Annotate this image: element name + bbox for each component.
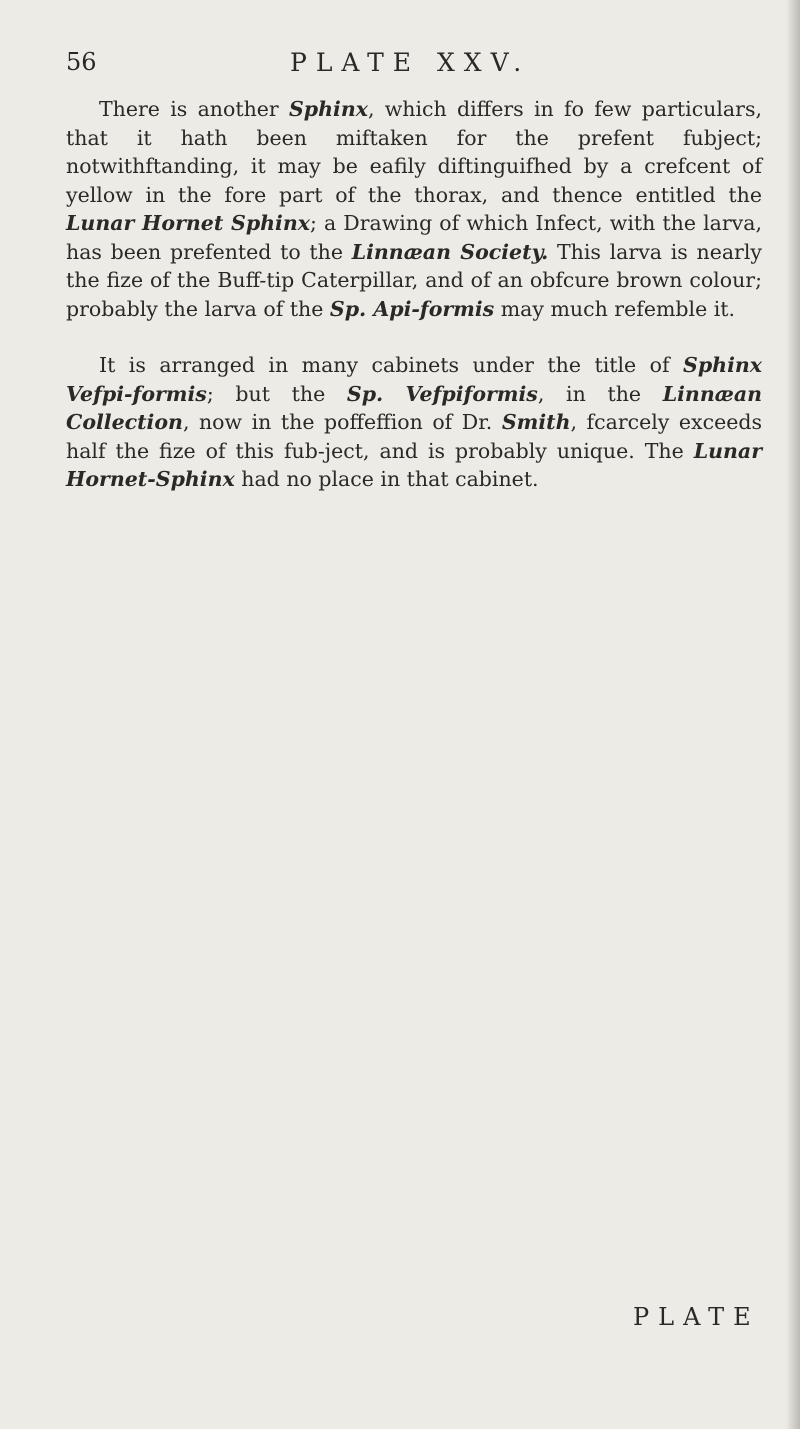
running-head: PLATE XXV. xyxy=(290,48,531,77)
italic-term: Lunar Hornet-Sphinx xyxy=(66,438,762,491)
italic-term: Sphinx xyxy=(288,97,368,121)
page-header xyxy=(66,48,766,88)
catchword: PLATE xyxy=(633,1303,760,1331)
italic-term: Sp. Vefpiformis xyxy=(346,381,538,406)
page-edge-shadow xyxy=(786,0,800,1429)
paragraph-2 xyxy=(66,351,762,494)
text-run: , fcarcely exceeds half the fize of this fub-ject, and is probably unique. The xyxy=(66,410,762,463)
text-run: ; a Drawing of which Infect, with the larva, has been prefented to the xyxy=(66,211,762,264)
page-number: 56 xyxy=(66,48,97,76)
text-run: , now in the poffeffion of Dr. xyxy=(182,410,502,434)
text-run: may much refemble it. xyxy=(494,296,736,321)
body-text xyxy=(66,95,762,494)
italic-term: Smith xyxy=(501,410,571,434)
italic-term: Linnæan Collection xyxy=(66,381,763,434)
paragraph-1 xyxy=(66,95,762,323)
italic-term: Linnæan Society. xyxy=(351,239,549,264)
text-run: It is arranged in many cabinets under the title of xyxy=(99,353,684,377)
italic-term: Sphinx Vefpi-formis xyxy=(66,353,762,406)
text-run: had no place in that cabinet. xyxy=(234,467,539,491)
text-run: There is another xyxy=(99,97,289,121)
text-run: , which differs in fo few particulars, that it hath been miftaken for the prefent fubject; notwithftanding, it may be eafily diftinguifhed by a crefcent of yellow in the fore part of the thorax, and thence entitled the xyxy=(66,97,762,207)
italic-term: Sp. Api-formis xyxy=(329,296,495,321)
text-run: ; but the xyxy=(206,381,347,406)
italic-term: Lunar Hornet Sphinx xyxy=(66,211,310,235)
text-run: This larva is nearly the fize of the Buff-tip Caterpillar, and of an obfcure brown colour; probably the larva of the xyxy=(66,239,762,321)
text-run: , in the xyxy=(537,381,663,406)
